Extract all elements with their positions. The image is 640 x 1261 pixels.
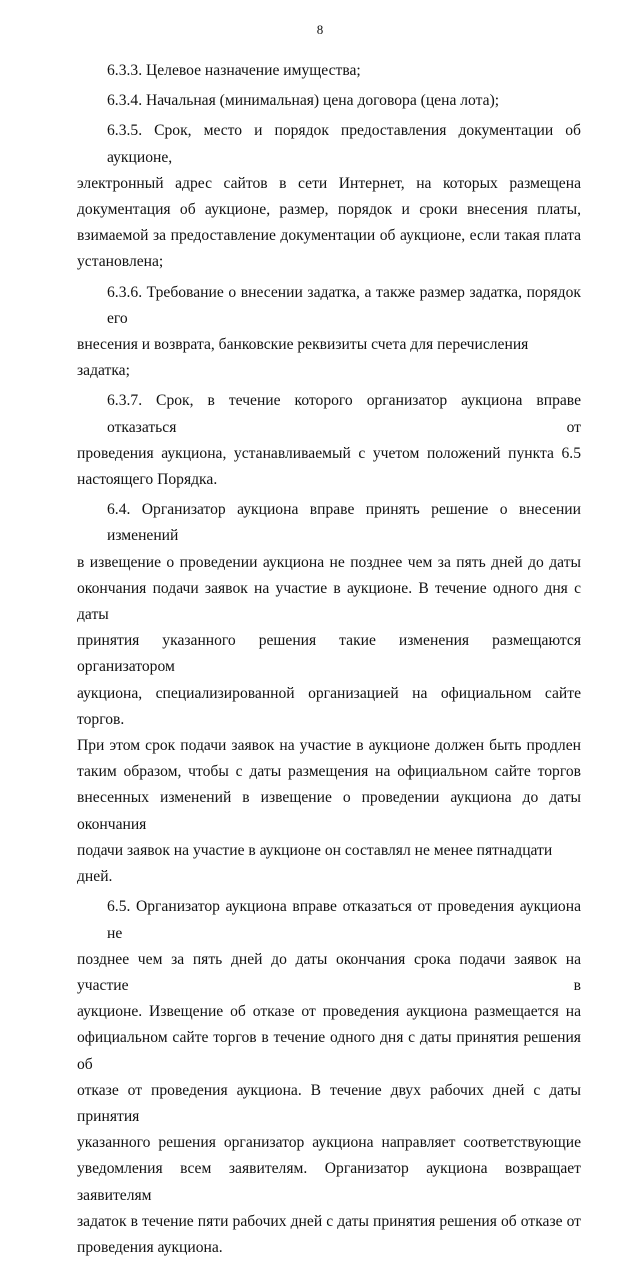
text-line: аукциона, специализированной организацией на официальном сайте торгов. [77, 684, 581, 728]
page-number: 8 [316, 22, 324, 37]
text-line: принятия указанного решения такие изменения размещаются организатором [77, 632, 581, 676]
text-line: позднее чем за пять дней до даты окончания срока подачи заявок на участие в [77, 950, 581, 994]
text-line: задаток в течение пяти рабочих дней с даты принятия решения об отказе от [77, 1212, 581, 1230]
text-line: 6.3.5. Срок, место и порядок предоставления документации об аукционе, [107, 122, 581, 166]
text-line: 6.3.6. Требование о внесении задатка, а также размер задатка, порядок его [107, 283, 581, 327]
text-line: в извещение о проведении аукциона не позднее чем за пять дней до даты [77, 553, 581, 571]
text-line: 6.3.3. Целевое назначение имущества; [107, 62, 361, 79]
text-line: документация об аукционе, размер, порядок и сроки внесения платы, [77, 201, 581, 219]
text-line: 6.4. Организатор аукциона вправе принять решение о внесении изменений [107, 501, 581, 545]
text-line: настоящего Порядка. [77, 471, 218, 489]
text-line: установлена; [77, 253, 164, 271]
text-line: внесения и возврата, банковские реквизиты счета для перечисления задатка; [77, 336, 529, 380]
text-line: таким образом, чтобы с даты размещения на официальном сайте торгов [77, 763, 581, 781]
text-line: внесенных изменений в извещение о проведении аукциона до даты окончания [77, 789, 581, 833]
text-line: электронный адрес сайтов в сети Интернет, на которых размещена [77, 174, 581, 192]
paragraph-6-4 [77, 497, 581, 890]
text-line: проведения аукциона, устанавливаемый с учетом положений пункта 6.5 [77, 444, 581, 462]
paragraph-6-3-3 [77, 58, 581, 84]
text-line: взимаемой за предоставление документации об аукционе, если такая плата [77, 227, 581, 245]
text-line: 6.3.7. Срок, в течение которого организатор аукциона вправе отказаться от [107, 392, 581, 436]
text-line: проведения аукциона. [77, 1238, 223, 1256]
text-line: При этом срок подачи заявок на участие в аукционе должен быть продлен [77, 737, 581, 755]
paragraph-6-3-6 [77, 280, 581, 385]
paragraph-6-5 [77, 894, 581, 1261]
text-line: официальном сайте торгов в течение одного дня с даты принятия решения об [77, 1029, 581, 1073]
paragraph-6-3-4 [77, 88, 581, 114]
document-body [77, 58, 581, 1261]
text-line: аукционе. Извещение об отказе от проведения аукциона размещается на [77, 1003, 581, 1021]
text-line: отказе от проведения аукциона. В течение двух рабочих дней с даты принятия [77, 1081, 581, 1125]
text-line: 6.5. Организатор аукциона вправе отказаться от проведения аукциона не [107, 898, 581, 942]
text-line: уведомления всем заявителям. Организатор аукциона возвращает заявителям [77, 1160, 581, 1204]
text-line: окончания подачи заявок на участие в аукционе. В течение одного дня с даты [77, 579, 581, 624]
text-line: указанного решения организатор аукциона направляет соответствующие [77, 1134, 581, 1152]
text-line: 6.3.4. Начальная (минимальная) цена договора (цена лота); [107, 92, 500, 110]
paragraph-6-3-5 [77, 118, 581, 275]
text-line: подачи заявок на участие в аукционе он составлял не менее пятнадцати дней. [77, 841, 553, 886]
paragraph-6-3-7 [77, 388, 581, 493]
